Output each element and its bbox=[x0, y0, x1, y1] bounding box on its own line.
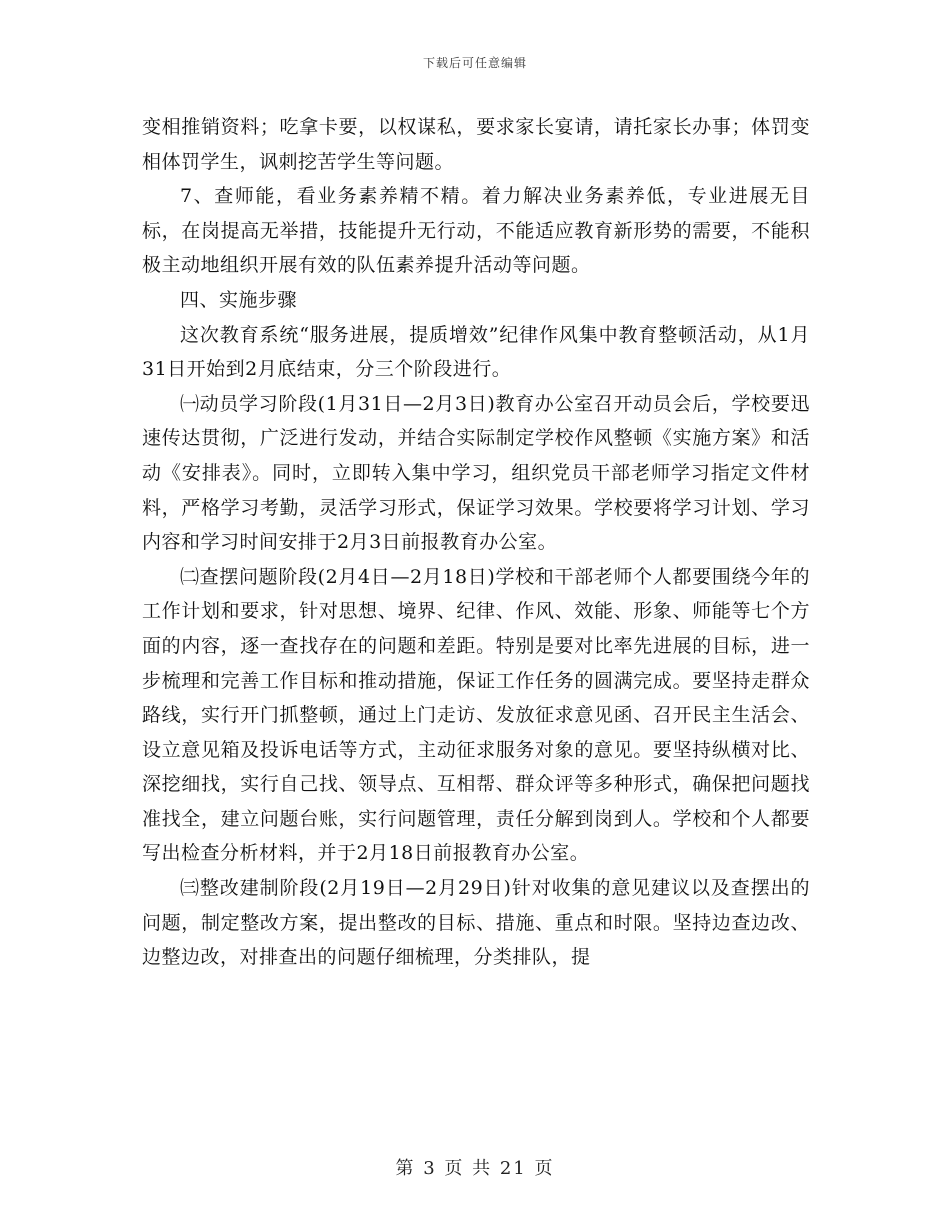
page-header: 下载后可任意编辑 bbox=[422, 56, 527, 70]
document-body bbox=[142, 110, 810, 975]
paragraph-stage-3: ㈢整改建制阶段(2月19日—2月29日)针对收集的意见建议以及查摆出的问题，制定整改方案，提出整改的目标、措施、重点和时限。坚持边查边改、边整边改，对排查出的问题仔细梳理，分类排队，提 bbox=[142, 877, 810, 969]
section-heading-implementation-steps: 四、实施步骤 bbox=[180, 288, 298, 311]
page-footer: 第 3 页 共 21 页 bbox=[395, 1158, 555, 1179]
paragraph-stage-1: ㈠动员学习阶段(1月31日—2月3日)教育办公室召开动员会后，学校要迅速传达贯彻，广泛进行发动，并结合实际制定学校作风整顿《实施方案》和活动《安排表》。同时，立即转入集中学习，组织党员干部老师学习指定文件材料，严格学习考勤，灵活学习形式，保证学习效果。学校要将学习计划、学习内容和学习时间安排于2月3日前报教育办公室。 bbox=[142, 392, 810, 554]
paragraph-intro: 这次教育系统“服务进展，提质增效”纪律作风集中教育整顿活动，从1月31日开始到2月底结束，分三个阶段进行。 bbox=[142, 323, 810, 381]
paragraph-item-7: 7、查师能，看业务素养精不精。着力解决业务素养低，专业进展无目标，在岗提高无举措，技能提升无行动，不能适应教育新形势的需要，不能积极主动地组织开展有效的队伍素养提升活动等问题。 bbox=[142, 185, 810, 277]
paragraph-continuation: 变相推销资料；吃拿卡要，以权谋私，要求家长宴请，请托家长办事；体罚变相体罚学生，讽刺挖苦学生等问题。 bbox=[142, 116, 810, 173]
paragraph-stage-2: ㈡查摆问题阶段(2月4日—2月18日)学校和干部老师个人都要围绕今年的工作计划和要求，针对思想、境界、纪律、作风、效能、形象、师能等七个方面的内容，逐一查找存在的问题和差距。特别是要对比率先进展的目标，进一步梳理和完善工作目标和推动措施，保证工作任务的圆满完成。要坚持走群众路线，实行开门抓整顿，通过上门走访、发放征求意见函、召开民主生活会、设立意见箱及投诉电话等方式，主动征求服务对象的意见。要坚持纵横对比、深挖细找，实行自己找、领导点、互相帮、群众评等多种形式，确保把问题找准找全，建立问题台账，实行问题管理，责任分解到岗到人。学校和个人都要写出检查分析材料，并于2月18日前报教育办公室。 bbox=[142, 565, 810, 865]
